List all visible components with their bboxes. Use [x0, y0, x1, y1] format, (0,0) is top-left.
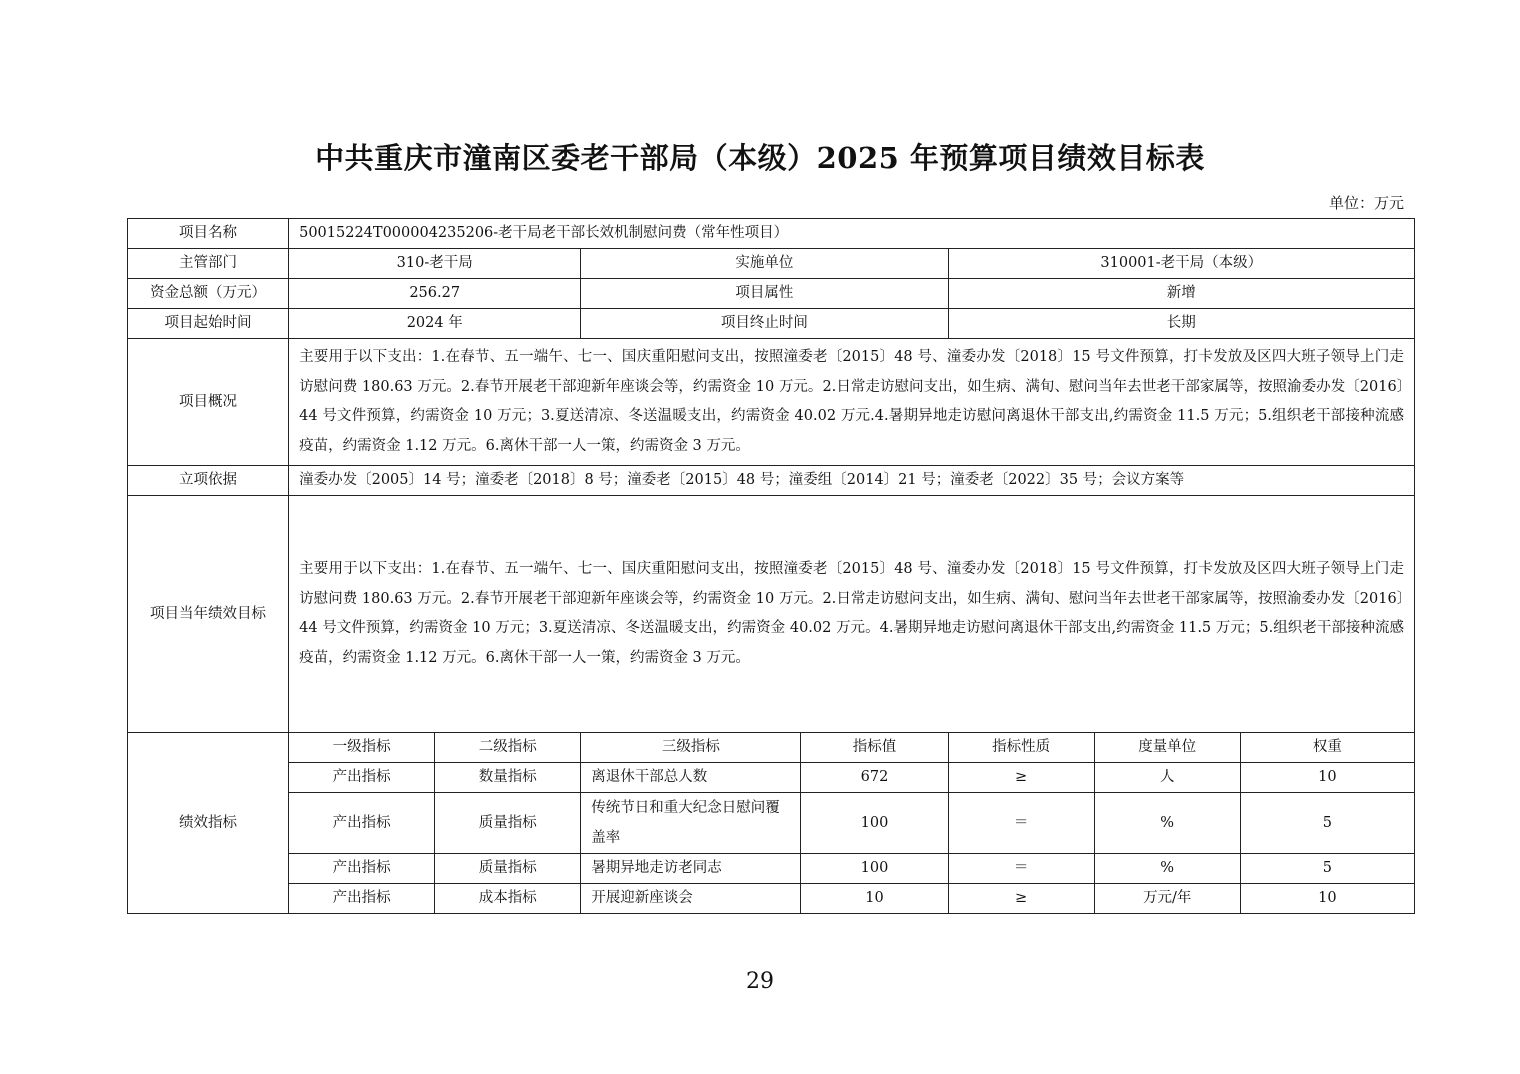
cell-label: 绩效指标 [128, 733, 289, 914]
row-overview [128, 339, 1415, 466]
indicator-cell: 传统节日和重大纪念日慰问覆盖率 [581, 793, 801, 854]
cell-value: 256.27 [289, 279, 581, 309]
cell-value: 长期 [948, 309, 1414, 339]
row-department [128, 249, 1415, 279]
indicator-cell: 10 [801, 884, 948, 914]
header-cell: 指标性质 [948, 733, 1094, 763]
header-cell: 权重 [1240, 733, 1414, 763]
cell-label: 主管部门 [128, 249, 289, 279]
header-cell: 指标值 [801, 733, 948, 763]
cell-label: 项目概况 [128, 339, 289, 466]
indicator-cell: 开展迎新座谈会 [581, 884, 801, 914]
indicator-cell: ＝ [948, 793, 1094, 854]
indicator-row [128, 884, 1415, 914]
indicator-cell: 质量指标 [435, 854, 581, 884]
indicator-row [128, 793, 1415, 854]
indicator-cell: 产出指标 [289, 763, 435, 793]
row-basis [128, 466, 1415, 496]
header-cell: 二级指标 [435, 733, 581, 763]
indicator-row [128, 763, 1415, 793]
indicator-cell: 成本指标 [435, 884, 581, 914]
indicator-cell: 672 [801, 763, 948, 793]
indicator-row [128, 854, 1415, 884]
indicator-cell: 100 [801, 854, 948, 884]
indicator-cell: 暑期异地走访老同志 [581, 854, 801, 884]
cell-label: 实施单位 [581, 249, 948, 279]
unit-label: 单位：万元 [1328, 194, 1404, 212]
indicator-cell: 离退休干部总人数 [581, 763, 801, 793]
indicator-cell: 人 [1094, 763, 1240, 793]
cell-label: 立项依据 [128, 466, 289, 496]
indicator-cell: 10 [1240, 884, 1414, 914]
row-project-name [128, 219, 1415, 249]
row-time [128, 309, 1415, 339]
overview-text: 主要用于以下支出：1.在春节、五一端午、七一、国庆重阳慰问支出，按照潼委老〔2015〕48 号、潼委办发〔2018〕15 号文件预算，打卡发放及区四大班子领导上门走访慰问费 180.63 万元。2.春节开展老干部迎新年座谈会等，约需资金 10 万元。2.日常走访慰问支出，如生病、满旬、慰问当年去世老干部家属等，按照渝委办发〔2016〕44 号文件预算，约需资金 10 万元；3.夏送清凉、冬送温暖支出，约需资金 40.02 万元.4.暑期异地走访慰问离退休干部支出,约需资金 11.5 万元；5.组织老干部接种流感疫苗，约需资金 1.12 万元。6.离休干部一人一策，约需资金 3 万元。 [299, 349, 1404, 454]
cell-value: 310001-老干局（本级） [948, 249, 1414, 279]
cell-label: 项目起始时间 [128, 309, 289, 339]
cell-value: 潼委办发〔2005〕14 号；潼委老〔2018〕8 号；潼委老〔2015〕48 号；潼委组〔2014〕21 号；潼委老〔2022〕35 号；会议方案等 [289, 466, 1415, 496]
cell-value [289, 496, 1415, 733]
cell-value: 50015224T000004235206-老干局老干部长效机制慰问费（常年性项目） [289, 219, 1415, 249]
cell-label: 项目终止时间 [581, 309, 948, 339]
indicator-cell: ≥ [948, 763, 1094, 793]
indicator-cell: % [1094, 854, 1240, 884]
indicator-cell: 5 [1240, 854, 1414, 884]
performance-target-table [127, 218, 1415, 914]
indicator-cell: 产出指标 [289, 884, 435, 914]
page-number: 29 [746, 969, 774, 994]
cell-label: 项目当年绩效目标 [128, 496, 289, 733]
indicator-cell: 产出指标 [289, 854, 435, 884]
indicator-cell: 产出指标 [289, 793, 435, 854]
indicator-cell: 100 [801, 793, 948, 854]
header-cell: 三级指标 [581, 733, 801, 763]
cell-label: 项目名称 [128, 219, 289, 249]
header-cell: 一级指标 [289, 733, 435, 763]
page-title: 中共重庆市潼南区委老干部局（本级）2025 年预算项目绩效目标表 [315, 141, 1205, 175]
cell-label: 资金总额（万元） [128, 279, 289, 309]
row-funds [128, 279, 1415, 309]
cell-value: 310-老干局 [289, 249, 581, 279]
indicator-cell: 质量指标 [435, 793, 581, 854]
cell-label: 项目属性 [581, 279, 948, 309]
row-annual-target [128, 496, 1415, 733]
header-cell: 度量单位 [1094, 733, 1240, 763]
cell-value: 2024 年 [289, 309, 581, 339]
indicator-cell: 数量指标 [435, 763, 581, 793]
indicator-header-row [128, 733, 1415, 763]
indicator-cell: ≥ [948, 884, 1094, 914]
indicator-cell: 万元/年 [1094, 884, 1240, 914]
indicator-cell: 10 [1240, 763, 1414, 793]
indicator-cell: ＝ [948, 854, 1094, 884]
cell-value: 新增 [948, 279, 1414, 309]
indicator-cell: 5 [1240, 793, 1414, 854]
indicator-cell: % [1094, 793, 1240, 854]
target-text: 主要用于以下支出：1.在春节、五一端午、七一、国庆重阳慰问支出，按照潼委老〔2015〕48 号、潼委办发〔2018〕15 号文件预算，打卡发放及区四大班子领导上门走访慰问费 180.63 万元。2.春节开展老干部迎新年座谈会等，约需资金 10 万元。2.日常走访慰问支出，如生病、满旬、慰问当年去世老干部家属等，按照渝委办发〔2016〕44 号文件预算，约需资金 10 万元；3.夏送清凉、冬送温暖支出，约需资金 40.02 万元。4.暑期异地走访慰问离退休干部支出,约需资金 11.5 万元；5.组织老干部接种流感疫苗，约需资金 1.12 万元。6.离休干部一人一策，约需资金 3 万元。 [299, 561, 1404, 666]
cell-value [289, 339, 1415, 466]
